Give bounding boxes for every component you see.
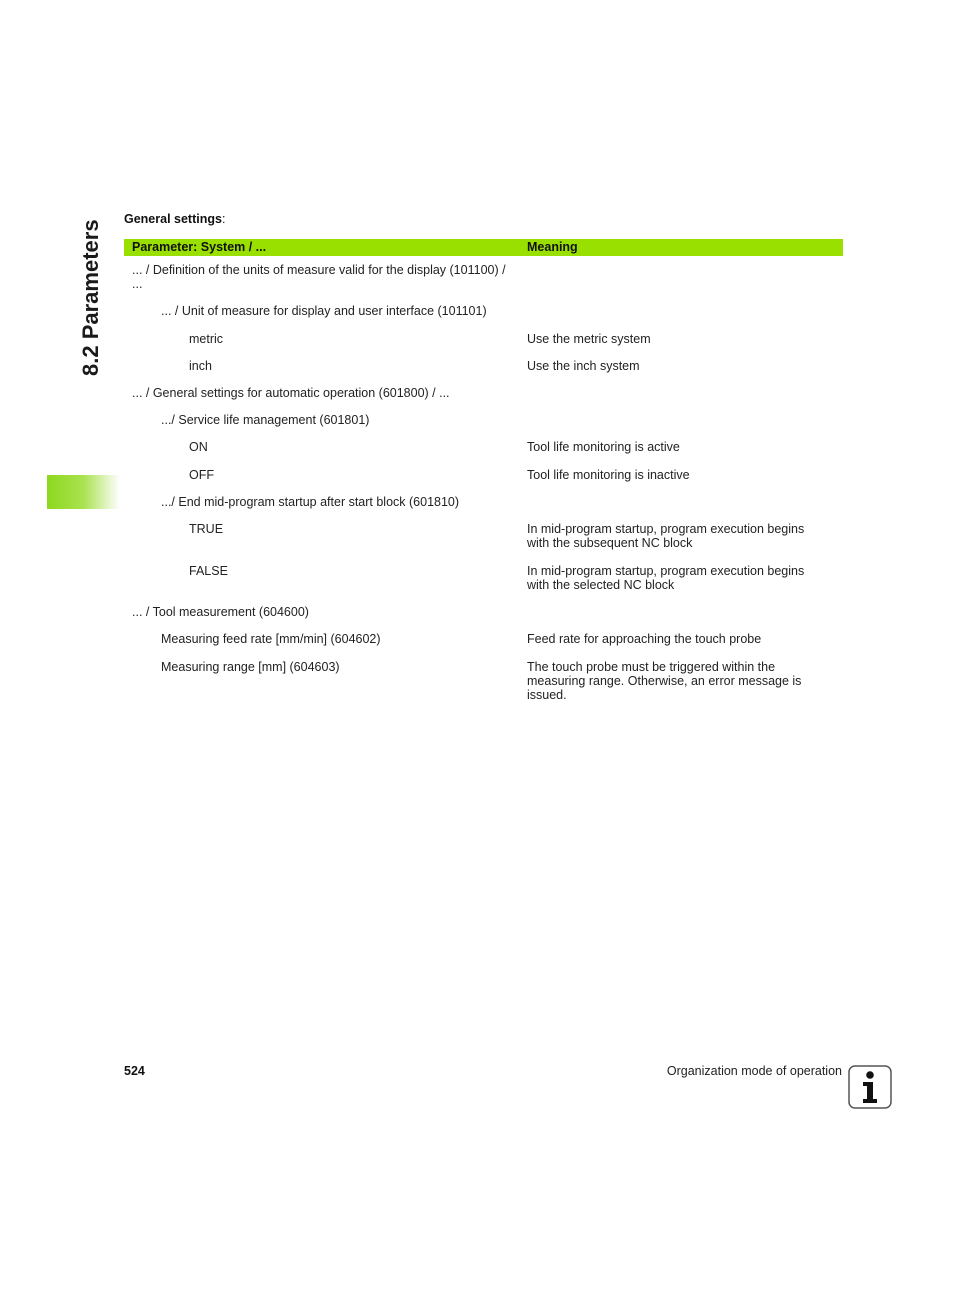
table-row-param: Measuring feed rate [mm/min] (604602) [161,632,381,646]
table-row-param: ... / Definition of the units of measure valid for the display (101100) / ... [132,263,506,291]
table-row-meaning: The touch probe must be triggered within the measuring range. Otherwise, an error message is issued. [527,660,802,702]
table-row-param: ... / Unit of measure for display and user interface (101101) [161,304,487,318]
page-number: 524 [124,1064,145,1078]
chapter-title: Organization mode of operation [666,1064,842,1078]
table-row-meaning: Tool life monitoring is active [527,440,680,454]
section-heading [124,212,225,226]
table-row-param: .../ End mid-program startup after start block (601810) [161,495,460,509]
table-row-meaning: In mid-program startup, program execution begins with the subsequent NC block [527,522,805,550]
table-row-param: metric [189,332,224,346]
table-row-param: .../ Service life management (601801) [161,413,370,427]
table-row-param: OFF [189,468,214,482]
table-header-parameter: Parameter: System / ... [132,240,267,254]
table-row-param: inch [189,359,212,373]
table-header [124,239,843,256]
table-row-meaning: Tool life monitoring is inactive [527,468,690,482]
chapter-side-title: 8.2 Parameters [78,219,103,376]
table-row-meaning: Use the metric system [527,332,651,346]
table-header-meaning: Meaning [527,240,578,254]
table-row-param: ON [189,440,208,454]
table-row-param: FALSE [189,564,228,578]
section-heading-colon: : [221,212,226,226]
table-row-param: ... / General settings for automatic operation (601800) / ... [132,386,450,400]
table-row-param: Measuring range [mm] (604603) [161,660,340,674]
section-heading-text: General settings [124,212,222,226]
table-row-param: TRUE [189,522,224,536]
table-row-meaning: Use the inch system [527,359,640,373]
chapter-tab-marker [47,475,120,509]
table-row-param: ... / Tool measurement (604600) [132,605,309,619]
info-icon [848,1065,892,1109]
table-row-meaning: In mid-program startup, program execution begins with the selected NC block [527,564,805,592]
table-row-meaning: Feed rate for approaching the touch probe [527,632,762,646]
